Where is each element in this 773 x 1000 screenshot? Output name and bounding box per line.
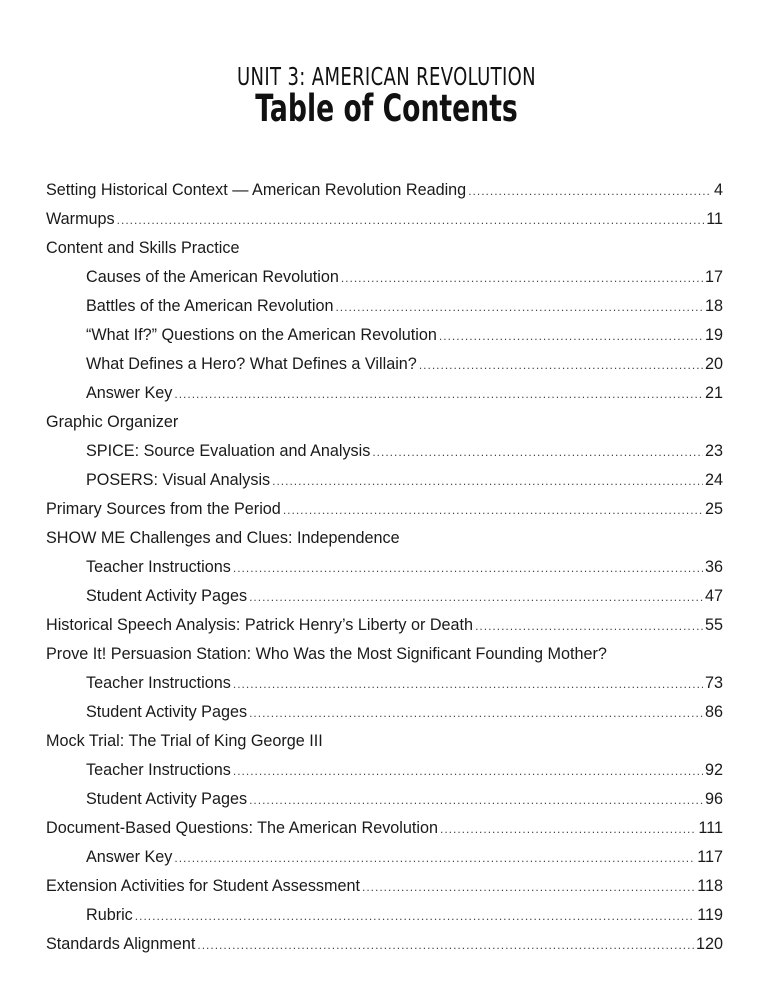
unit-title: UNIT 3: AMERICAN REVOLUTION <box>236 62 537 91</box>
toc-entry-label: “What If?” Questions on the American Revolution <box>86 326 437 344</box>
toc-entry-label: Extension Activities for Student Assessment <box>46 877 361 895</box>
dot-leader <box>135 902 695 931</box>
toc-page-number: 120 <box>695 935 723 953</box>
toc-entry-label: Prove It! Persuasion Station: Who Was the Most Significant Founding Mother? <box>46 645 607 663</box>
toc-entry[interactable] <box>46 176 723 205</box>
toc-page-number: 23 <box>704 442 723 460</box>
toc-subentry[interactable] <box>46 350 723 379</box>
toc-entry-label: Mock Trial: The Trial of King George III <box>46 732 323 750</box>
toc-entry-label: Teacher Instructions <box>86 674 231 692</box>
toc-subentry[interactable] <box>46 582 723 611</box>
dot-leader <box>440 815 696 844</box>
dot-leader <box>335 293 703 322</box>
toc-entry[interactable] <box>46 205 723 234</box>
toc-entry-label: Answer Key <box>86 384 173 402</box>
toc-entry[interactable] <box>46 872 723 901</box>
toc-entry-label: POSERS: Visual Analysis <box>86 471 271 489</box>
toc-entry[interactable] <box>46 814 723 843</box>
toc-page-number: 96 <box>704 790 723 808</box>
toc-entry-label: Primary Sources from the Period <box>46 500 281 518</box>
toc-page-number: 25 <box>704 500 723 518</box>
toc-page-number: 18 <box>704 297 723 315</box>
toc-subentry[interactable] <box>46 292 723 321</box>
toc-entry-label: Warmups <box>46 210 115 228</box>
toc-entry-label: Graphic Organizer <box>46 413 179 431</box>
toc-page-number: 55 <box>704 616 723 634</box>
toc-entry-label: Document-Based Questions: The American Revolution <box>46 819 439 837</box>
dot-leader <box>341 264 703 293</box>
toc-entry[interactable] <box>46 234 723 263</box>
toc-entry-label: Content and Skills Practice <box>46 239 240 257</box>
toc-page-number: 36 <box>704 558 723 576</box>
toc-subentry[interactable] <box>46 698 723 727</box>
page-title: Table of Contents <box>255 87 518 130</box>
toc-subentry[interactable] <box>46 785 723 814</box>
toc-entry[interactable] <box>46 495 723 524</box>
toc-entry-label: Standards Alignment <box>46 935 196 953</box>
dot-leader <box>468 177 712 206</box>
dot-leader <box>233 757 703 786</box>
toc-page-number: 4 <box>713 181 723 199</box>
toc-entry-label: Teacher Instructions <box>86 558 231 576</box>
toc-page-number: 92 <box>704 761 723 779</box>
dot-leader <box>439 322 703 351</box>
toc-subentry[interactable] <box>46 553 723 582</box>
table-of-contents <box>46 176 723 959</box>
toc-page-number: 73 <box>704 674 723 692</box>
dot-leader <box>174 380 703 409</box>
toc-entry[interactable] <box>46 408 723 437</box>
dot-leader <box>272 467 703 496</box>
toc-subentry[interactable] <box>46 669 723 698</box>
toc-page-number: 118 <box>697 877 723 895</box>
dot-leader <box>362 873 695 902</box>
toc-entry-label: Student Activity Pages <box>86 703 248 721</box>
dot-leader <box>233 670 703 699</box>
toc-entry-label: SHOW ME Challenges and Clues: Independence <box>46 529 400 547</box>
toc-entry[interactable] <box>46 611 723 640</box>
toc-page-number: 20 <box>704 355 723 373</box>
dot-leader <box>283 496 703 525</box>
dot-leader <box>249 786 703 815</box>
toc-subentry[interactable] <box>46 756 723 785</box>
toc-entry[interactable] <box>46 524 723 553</box>
toc-page-number: 47 <box>704 587 723 605</box>
toc-subentry[interactable] <box>46 263 723 292</box>
page-header <box>0 62 773 129</box>
toc-entry-label: Rubric <box>86 906 133 924</box>
toc-page-number: 17 <box>704 268 723 286</box>
toc-entry-label: SPICE: Source Evaluation and Analysis <box>86 442 371 460</box>
dot-leader <box>249 583 703 612</box>
toc-page-number: 117 <box>697 848 723 866</box>
toc-page-number: 86 <box>704 703 723 721</box>
toc-entry[interactable] <box>46 640 723 669</box>
toc-page-number: 11 <box>706 210 723 228</box>
toc-entry-label: Student Activity Pages <box>86 790 248 808</box>
toc-subentry[interactable] <box>46 843 723 872</box>
toc-subentry[interactable] <box>46 379 723 408</box>
dot-leader <box>419 351 703 380</box>
toc-page-number: 24 <box>704 471 723 489</box>
toc-page-number: 19 <box>704 326 723 344</box>
toc-entry[interactable] <box>46 727 723 756</box>
dot-leader <box>233 554 703 583</box>
toc-subentry[interactable] <box>46 466 723 495</box>
toc-entry-label: Historical Speech Analysis: Patrick Henry’s Liberty or Death <box>46 616 474 634</box>
toc-entry-label: Setting Historical Context — American Revolution Reading <box>46 181 467 199</box>
toc-entry-label: Answer Key <box>86 848 173 866</box>
dot-leader <box>372 438 703 467</box>
toc-entry-label: Teacher Instructions <box>86 761 231 779</box>
dot-leader <box>475 612 703 641</box>
toc-entry[interactable] <box>46 930 723 959</box>
toc-page-number: 111 <box>698 819 723 837</box>
dot-leader <box>174 844 695 873</box>
dot-leader <box>117 206 705 235</box>
dot-leader <box>197 931 694 960</box>
toc-entry-label: Student Activity Pages <box>86 587 248 605</box>
toc-page-number: 21 <box>704 384 723 402</box>
toc-entry-label: Causes of the American Revolution <box>86 268 339 286</box>
dot-leader <box>249 699 703 728</box>
toc-subentry[interactable] <box>46 321 723 350</box>
toc-entry-label: Battles of the American Revolution <box>86 297 334 315</box>
toc-subentry[interactable] <box>46 901 723 930</box>
toc-page-number: 119 <box>697 906 723 924</box>
toc-entry-label: What Defines a Hero? What Defines a Villain? <box>86 355 417 373</box>
toc-subentry[interactable] <box>46 437 723 466</box>
